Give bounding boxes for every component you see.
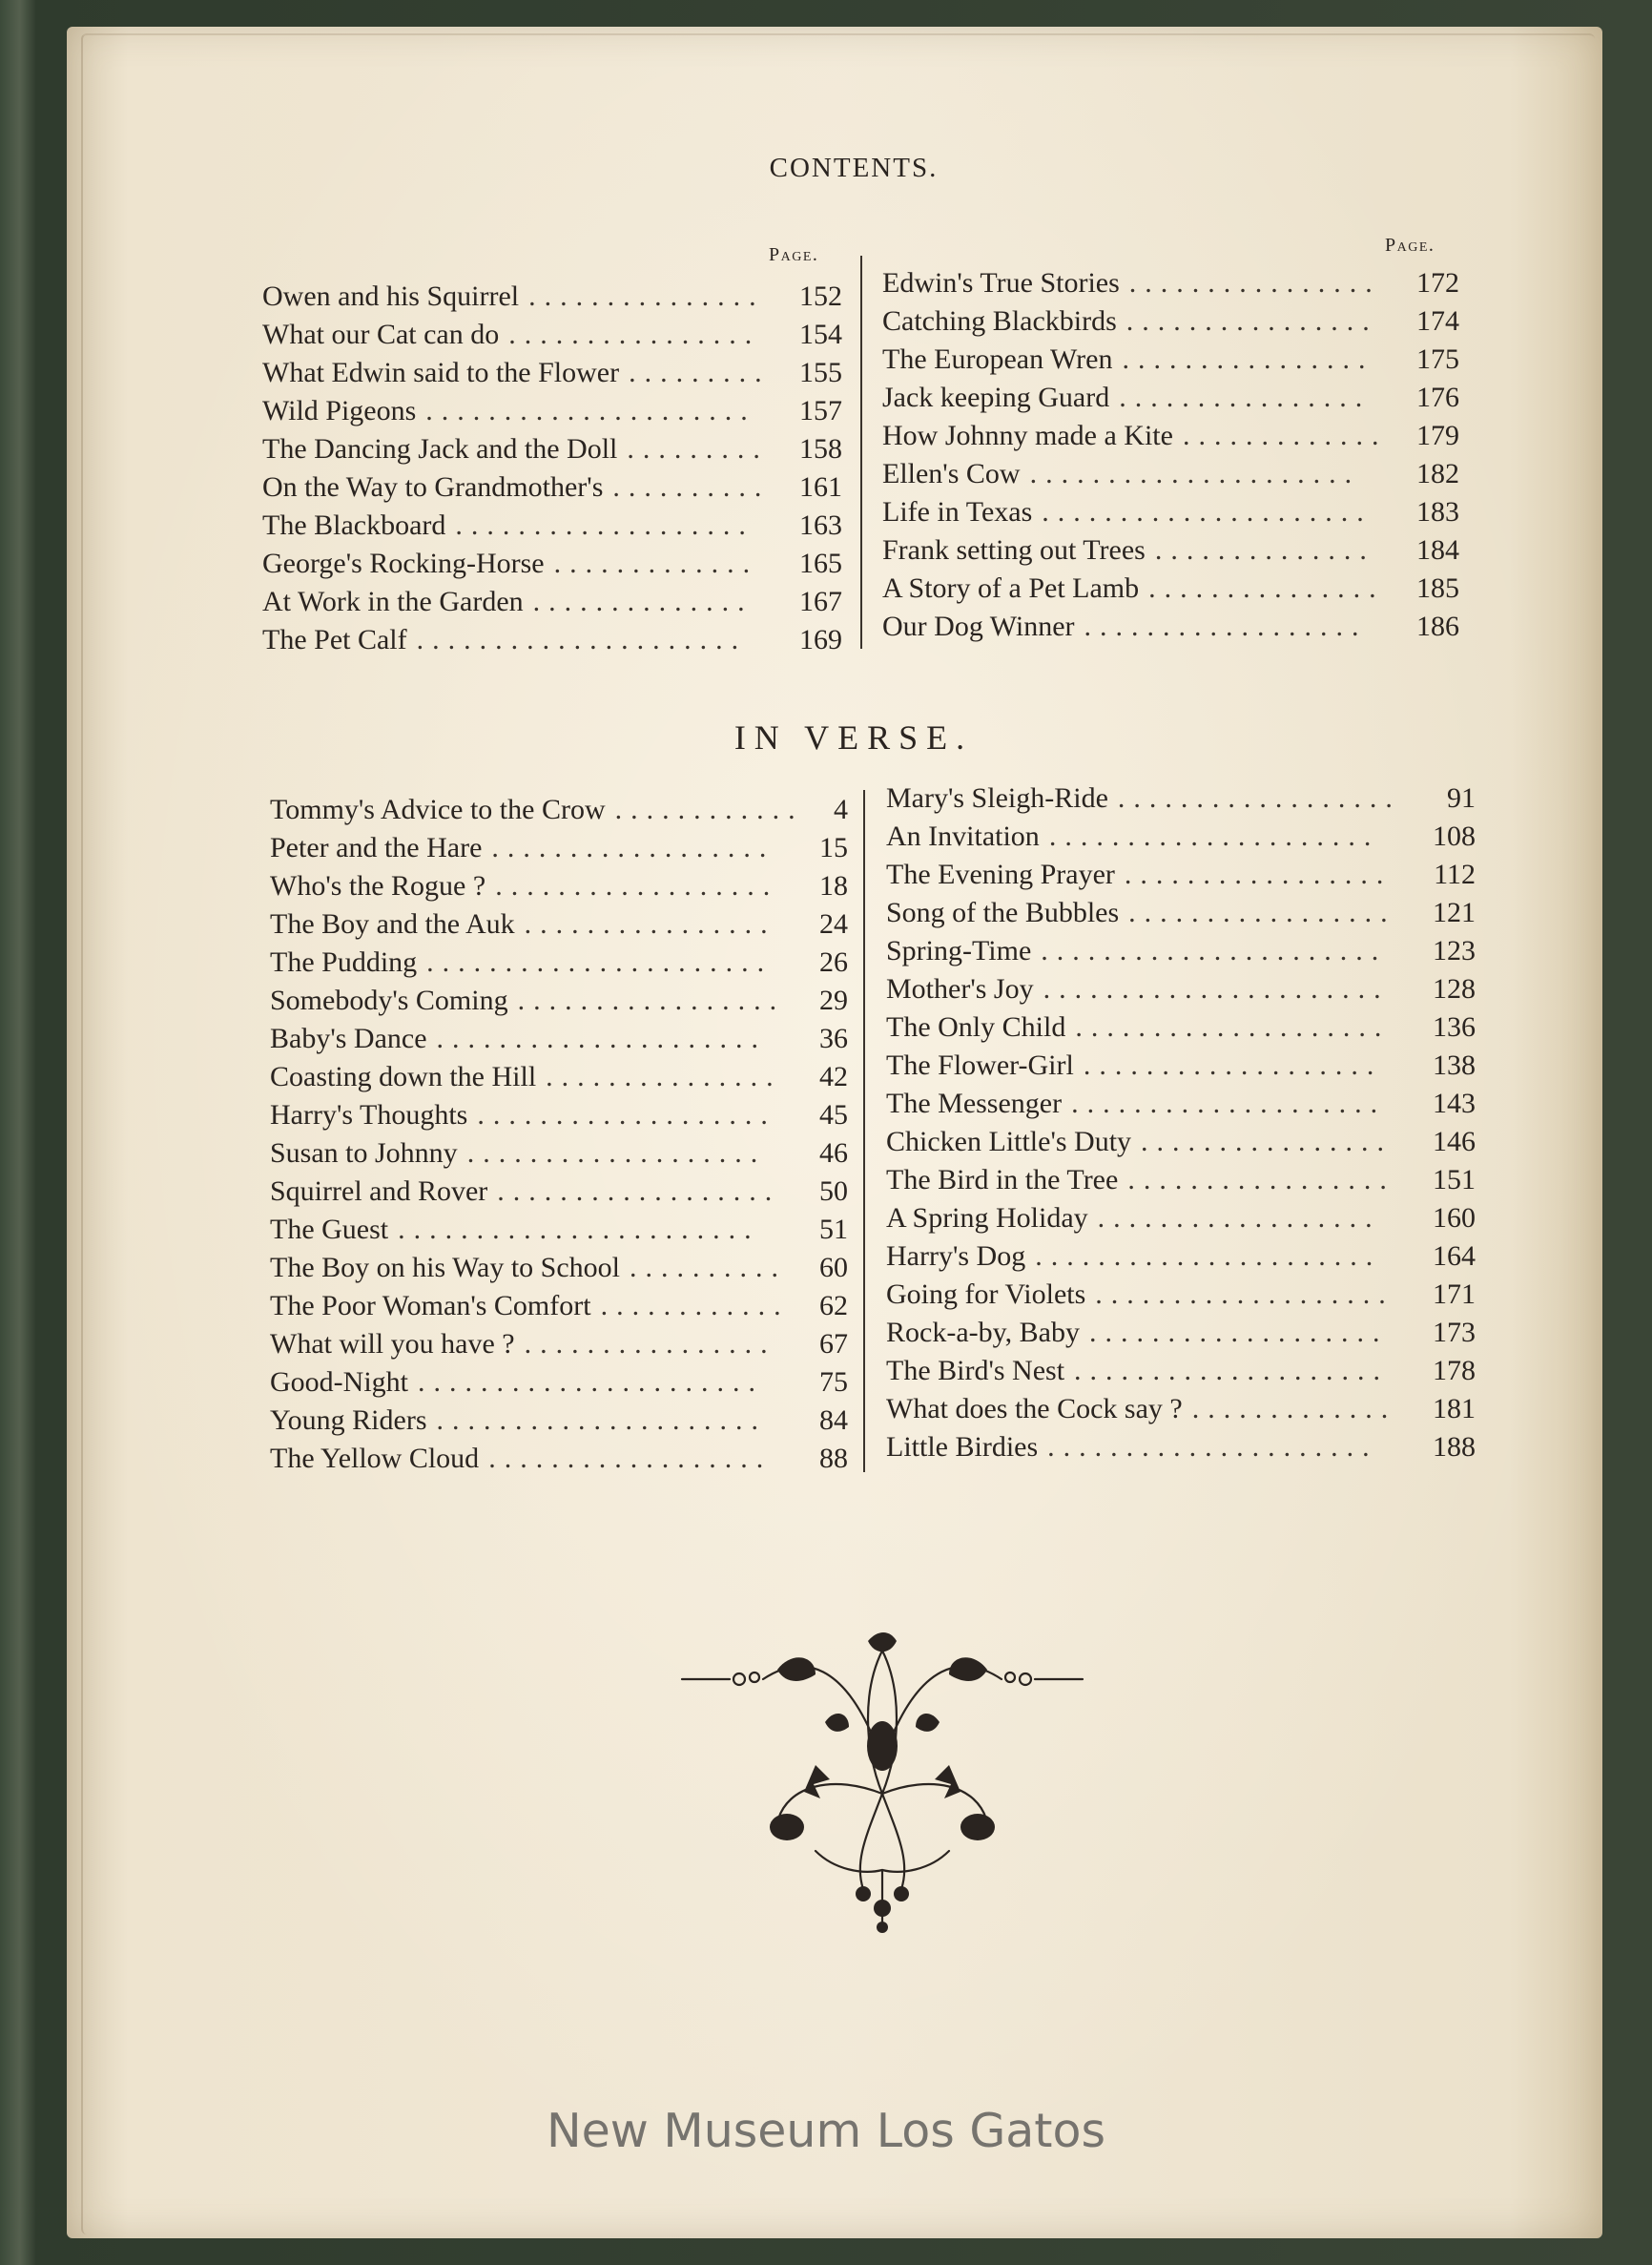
toc-entry [886,1085,1476,1123]
toc-entry [270,791,848,829]
toc-entry [886,1047,1476,1085]
toc-entry-title: The Poor Woman's Comfort [270,1290,591,1321]
toc-entry-page: 108 [1433,821,1476,852]
toc-entry-page: 18 [819,870,848,902]
toc-entry-page: 143 [1433,1088,1476,1119]
toc-entry [886,1161,1476,1199]
toc-leader-dots: ............. [1182,420,1388,451]
toc-entry-title: Who's the Rogue ? [270,870,486,902]
toc-entry-page: 45 [819,1099,848,1131]
toc-leader-dots: ......... [629,357,771,388]
page-column-heading-right: Page. [1385,235,1435,256]
toc-entry [886,1352,1476,1390]
toc-entry-page: 182 [1416,458,1459,489]
toc-entry-title: Harry's Dog [886,1240,1026,1272]
toc-entry-page: 154 [799,319,842,350]
toc-entry-title: Squirrel and Rover [270,1175,488,1207]
toc-leader-dots: ......... [627,433,769,465]
toc-entry [270,1325,848,1363]
toc-entry [270,1134,848,1173]
toc-entry-page: 136 [1433,1011,1476,1043]
toc-entry [886,1237,1476,1276]
toc-entry [886,818,1476,856]
toc-entry [270,1402,848,1440]
toc-entry [270,944,848,982]
toc-entry-title: Chicken Little's Duty [886,1126,1132,1157]
toc-entry [262,621,842,659]
toc-leader-dots: ............. [553,548,759,579]
toc-leader-dots: ................. [1128,897,1396,928]
toc-entry-title: The Flower-Girl [886,1049,1074,1081]
toc-entry-page: 183 [1416,496,1459,528]
toc-entry-page: 188 [1433,1431,1476,1463]
toc-entry [886,970,1476,1008]
toc-entry-title: The Boy and the Auk [270,908,515,940]
toc-leader-dots: .................. [497,1175,781,1207]
toc-leader-dots: ................... [1089,1317,1389,1348]
toc-entry-title: How Johnny made a Kite [882,420,1173,451]
toc-entry-title: Peter and the Hare [270,832,483,863]
toc-entry-page: 161 [799,471,842,503]
toc-entry [886,779,1476,818]
toc-entry-page: 15 [819,832,848,863]
prose-right-column [882,264,1459,646]
toc-entry [270,1096,848,1134]
toc-entry-page: 138 [1433,1049,1476,1081]
toc-entry-page: 172 [1416,267,1459,299]
toc-leader-dots: .................. [495,870,779,902]
toc-entry [270,1440,848,1478]
toc-entry [886,894,1476,932]
column-divider [860,256,862,649]
toc-leader-dots: ................. [517,985,786,1016]
toc-leader-dots: ................... [466,1137,767,1169]
toc-entry-page: 46 [819,1137,848,1169]
toc-leader-dots: ................. [1124,859,1393,890]
toc-entry-page: 173 [1433,1317,1476,1348]
toc-entry-title: Good-Night [270,1366,408,1398]
toc-entry-title: Rock-a-by, Baby [886,1317,1080,1348]
toc-leader-dots: ...................... [418,1366,764,1398]
toc-entry-page: 4 [834,794,848,825]
toc-entry-title: Life in Texas [882,496,1033,528]
toc-entry-page: 176 [1416,382,1459,413]
toc-leader-dots: ...................... [426,946,774,978]
toc-leader-dots: .................. [1097,1202,1381,1234]
toc-entry-page: 29 [819,985,848,1016]
toc-entry-title: Baby's Dance [270,1023,427,1054]
toc-leader-dots: ............... [1148,572,1385,604]
toc-leader-dots: ................ [1128,267,1381,299]
toc-leader-dots: ..................... [436,1023,768,1054]
toc-entry-page: 91 [1447,782,1476,814]
toc-leader-dots: ..................... [425,395,756,426]
toc-entry [882,570,1459,608]
toc-entry [886,1314,1476,1352]
toc-leader-dots: ................ [1141,1126,1394,1157]
toc-leader-dots: ............ [614,794,804,825]
toc-leader-dots: ................ [1122,343,1374,375]
toc-entry-title: What Edwin said to the Flower [262,357,620,388]
toc-leader-dots: .......... [630,1252,788,1283]
toc-entry-page: 181 [1433,1393,1476,1424]
toc-leader-dots: ..................... [1048,821,1380,852]
toc-entry-page: 42 [819,1061,848,1092]
toc-leader-dots: .................... [1075,1011,1391,1043]
toc-leader-dots: ............ [600,1290,790,1321]
toc-entry-page: 165 [799,548,842,579]
toc-entry [262,392,842,430]
toc-entry-title: The Blackboard [262,509,446,541]
toc-entry-title: On the Way to Grandmother's [262,471,604,503]
toc-entry-page: 167 [799,586,842,617]
toc-entry-title: An Invitation [886,821,1040,852]
toc-entry-page: 178 [1433,1355,1476,1386]
toc-entry [882,302,1459,341]
toc-leader-dots: .................. [491,832,775,863]
toc-entry-title: Catching Blackbirds [882,305,1117,337]
toc-leader-dots: ................ [508,319,761,350]
toc-leader-dots: ..................... [416,624,748,655]
toc-entry-title: What does the Cock say ? [886,1393,1183,1424]
toc-leader-dots: ............. [1191,1393,1397,1424]
toc-entry-page: 50 [819,1175,848,1207]
page-column-heading-left: Page. [769,244,819,265]
toc-leader-dots: ................ [524,1328,776,1360]
toc-entry [270,982,848,1020]
toc-entry-page: 60 [819,1252,848,1283]
toc-entry-page: 121 [1433,897,1476,928]
toc-entry [882,417,1459,455]
toc-entry-page: 36 [819,1023,848,1054]
toc-entry [262,354,842,392]
toc-entry-page: 62 [819,1290,848,1321]
toc-leader-dots: ................ [1119,382,1372,413]
toc-entry [882,493,1459,531]
toc-entry-title: The Bird in the Tree [886,1164,1119,1195]
toc-leader-dots: ..................... [1047,1431,1378,1463]
toc-leader-dots: ............... [528,281,765,312]
toc-entry-page: 146 [1433,1126,1476,1157]
toc-leader-dots: .................... [1074,1355,1390,1386]
toc-entry-page: 88 [819,1443,848,1474]
toc-entry [882,531,1459,570]
toc-entry-title: The Boy on his Way to School [270,1252,621,1283]
toc-entry-page: 112 [1434,859,1476,890]
toc-leader-dots: ............... [546,1061,782,1092]
toc-entry-title: Spring-Time [886,935,1032,966]
toc-entry-page: 26 [819,946,848,978]
toc-leader-dots: .................. [488,1443,773,1474]
toc-leader-dots: ....................... [398,1214,760,1245]
toc-entry-title: Owen and his Squirrel [262,281,520,312]
toc-entry [882,455,1459,493]
toc-entry-title: Harry's Thoughts [270,1099,468,1131]
toc-entry [262,468,842,507]
toc-entry-title: The Guest [270,1214,389,1245]
toc-leader-dots: .............. [532,586,754,617]
toc-entry-page: 84 [819,1404,848,1436]
toc-entry-page: 123 [1433,935,1476,966]
toc-entry-page: 169 [799,624,842,655]
toc-entry [882,264,1459,302]
toc-entry-page: 155 [799,357,842,388]
toc-entry-title: Little Birdies [886,1431,1039,1463]
toc-entry-title: Somebody's Coming [270,985,508,1016]
toc-entry-title: Frank setting out Trees [882,534,1146,566]
toc-entry [886,932,1476,970]
toc-entry [262,583,842,621]
toc-entry [270,1020,848,1058]
toc-leader-dots: ...................... [1041,935,1388,966]
floral-vignette-icon [672,1631,1092,1937]
verse-right-column [886,779,1476,1466]
toc-entry-page: 51 [819,1214,848,1245]
toc-entry [270,1058,848,1096]
toc-entry [262,278,842,316]
toc-entry [886,1199,1476,1237]
contents-title: CONTENTS. [769,153,939,183]
toc-entry [882,608,1459,646]
toc-entry [270,867,848,905]
toc-entry-title: The Dancing Jack and the Doll [262,433,618,465]
toc-entry-title: George's Rocking-Horse [262,548,545,579]
toc-entry-title: Our Dog Winner [882,611,1075,642]
toc-leader-dots: ..................... [1042,496,1373,528]
toc-leader-dots: ................ [1125,305,1378,337]
toc-entry-title: What our Cat can do [262,319,500,350]
toc-entry-title: The Pet Calf [262,624,407,655]
toc-entry-title: Susan to Johnny [270,1137,458,1169]
toc-leader-dots: ................... [455,509,754,541]
toc-entry-page: 186 [1416,611,1459,642]
toc-entry [270,905,848,944]
verse-heading: IN VERSE. [733,718,974,757]
toc-leader-dots: .............. [1154,534,1375,566]
toc-entry-page: 174 [1416,305,1459,337]
toc-leader-dots: ...................... [1035,1240,1382,1272]
toc-entry [270,1287,848,1325]
toc-entry-page: 24 [819,908,848,940]
toc-entry [262,507,842,545]
toc-entry [270,1211,848,1249]
toc-entry-title: Jack keeping Guard [882,382,1110,413]
toc-entry-page: 67 [819,1328,848,1360]
toc-entry [882,341,1459,379]
toc-entry-title: The Pudding [270,946,418,978]
toc-leader-dots: .................. [1084,611,1368,642]
toc-entry-title: Mother's Joy [886,973,1034,1005]
toc-entry-page: 175 [1416,343,1459,375]
toc-entry-page: 160 [1433,1202,1476,1234]
toc-entry-title: What will you have ? [270,1328,515,1360]
toc-leader-dots: ..................... [1029,458,1361,489]
toc-leader-dots: ..................... [436,1404,767,1436]
toc-leader-dots: .................. [1117,782,1401,814]
toc-entry [270,1363,848,1402]
toc-entry [886,1428,1476,1466]
toc-entry-title: Wild Pigeons [262,395,417,426]
toc-leader-dots: .......... [612,471,771,503]
toc-leader-dots: ................... [477,1099,776,1131]
verse-left-column [270,791,848,1478]
toc-entry-title: Coasting down the Hill [270,1061,537,1092]
toc-entry-title: The Only Child [886,1011,1066,1043]
toc-entry-page: 151 [1433,1164,1476,1195]
prose-left-column [262,278,842,659]
toc-entry [886,1276,1476,1314]
toc-entry-page: 171 [1433,1278,1476,1310]
toc-leader-dots: ................... [1083,1049,1383,1081]
toc-entry [262,316,842,354]
toc-entry [882,379,1459,417]
toc-entry-title: A Story of a Pet Lamb [882,572,1140,604]
toc-entry-page: 128 [1433,973,1476,1005]
toc-entry [262,430,842,468]
toc-entry-title: Going for Violets [886,1278,1086,1310]
toc-entry-page: 179 [1416,420,1459,451]
toc-entry-page: 163 [799,509,842,541]
toc-entry-title: Tommy's Advice to the Crow [270,794,606,825]
toc-entry-title: The Evening Prayer [886,859,1115,890]
toc-entry [886,856,1476,894]
toc-entry [270,829,848,867]
toc-entry-page: 157 [799,395,842,426]
toc-entry-title: Edwin's True Stories [882,267,1120,299]
toc-entry [886,1008,1476,1047]
watermark: New Museum Los Gatos [546,2104,1106,2158]
toc-entry-title: The Bird's Nest [886,1355,1065,1386]
toc-entry-page: 158 [799,433,842,465]
toc-entry-page: 184 [1416,534,1459,566]
toc-entry-title: The Yellow Cloud [270,1443,480,1474]
toc-leader-dots: ................... [1095,1278,1394,1310]
toc-entry-page: 164 [1433,1240,1476,1272]
toc-entry-page: 75 [819,1366,848,1398]
toc-entry-page: 152 [799,281,842,312]
toc-entry-title: A Spring Holiday [886,1202,1088,1234]
toc-entry [886,1123,1476,1161]
toc-entry-title: The Messenger [886,1088,1063,1119]
toc-entry-title: Song of the Bubbles [886,897,1120,928]
toc-entry-page: 185 [1416,572,1459,604]
column-divider [863,790,865,1472]
toc-entry [262,545,842,583]
toc-entry [270,1173,848,1211]
toc-leader-dots: ................ [524,908,776,940]
toc-entry-title: The European Wren [882,343,1113,375]
toc-entry-title: Ellen's Cow [882,458,1021,489]
toc-entry-title: Young Riders [270,1404,427,1436]
toc-entry-title: Mary's Sleigh-Ride [886,782,1108,814]
toc-entry [270,1249,848,1287]
toc-leader-dots: ................. [1127,1164,1395,1195]
toc-entry [886,1390,1476,1428]
toc-leader-dots: ...................... [1043,973,1390,1005]
toc-entry-title: At Work in the Garden [262,586,524,617]
toc-leader-dots: .................... [1071,1088,1387,1119]
